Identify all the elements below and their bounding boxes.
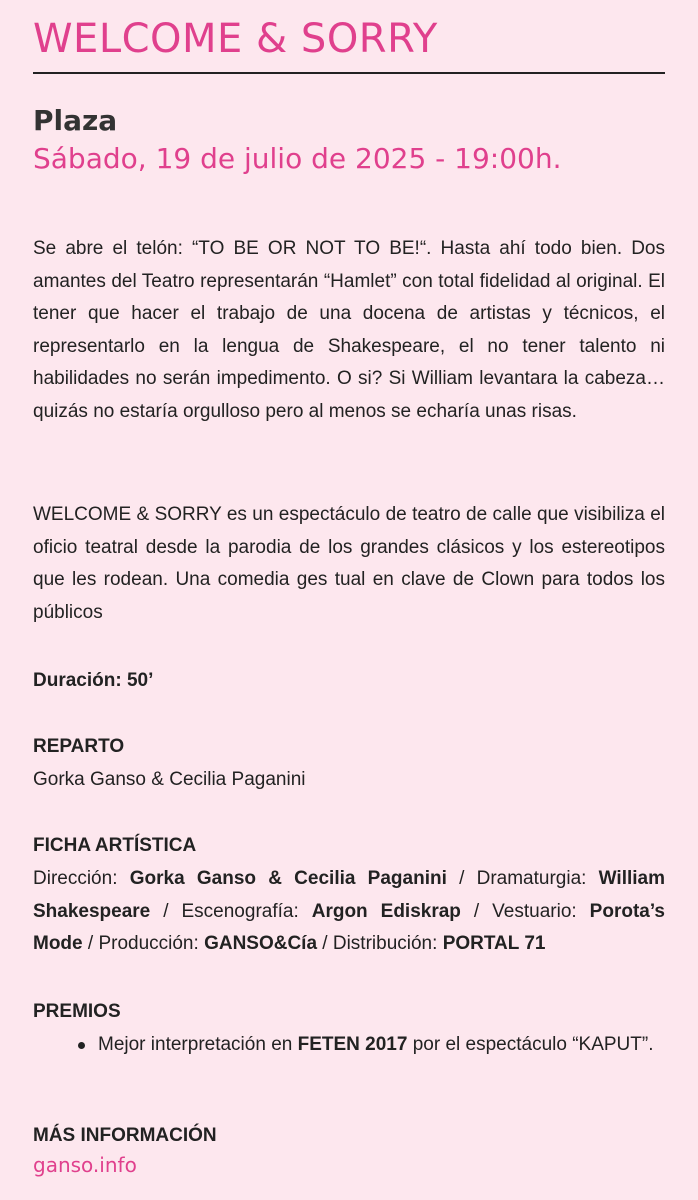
produccion-label: / Producción: (82, 933, 205, 954)
vestuario-value: Porota’s Mode (33, 900, 665, 954)
mas-info-heading: MÁS INFORMACIÓN (33, 1125, 217, 1146)
premio-suffix: por el espectáculo “KAPUT”. (407, 1034, 654, 1055)
page-title: WELCOME & SORRY (33, 16, 438, 62)
premio-award: FETEN 2017 (297, 1034, 408, 1055)
dramaturgia-value: William Shakespeare (33, 868, 665, 922)
escenografia-label: / Escenografía: (150, 900, 312, 922)
list-item (33, 1029, 665, 1062)
bullet-icon (78, 1042, 85, 1049)
duration-text: Duración: 50’ (33, 670, 154, 691)
direccion-value: Gorka Ganso & Cecilia Paganini (129, 868, 447, 889)
distribucion-value: PORTAL 71 (442, 933, 546, 954)
premio-prefix: Mejor interpretación en (98, 1034, 298, 1055)
premios-heading: PREMIOS (33, 1001, 121, 1022)
escenografia-value: Argon Ediskrap (311, 900, 461, 922)
event-date: Sábado, 19 de julio de 2025 - 19:00h. (33, 142, 562, 175)
reparto-value: Gorka Ganso & Cecilia Paganini (33, 769, 306, 790)
title-divider (33, 72, 665, 74)
description-paragraph-2: WELCOME & SORRY es un espectáculo de teatro de calle que visibiliza el oficio teatral desde la parodia de los grandes clásicos y los estereotipos que les rodean. Una comedia ges tual en clave de Clown para todos los públicos (33, 504, 665, 623)
description-paragraph-1: Se abre el telón: “TO BE OR NOT TO BE!“. Hasta ahí todo bien. Dos amantes del Teatro representarán “Hamlet” con total fidelidad al original. El tener que hacer el trabajo de una docena de artistas y técnicos, el representarlo en la lengua de Shakespeare, el no tener talento ni habilidades no serán impedimento. O si? Si William levantara la cabeza… quizás no estaría orgulloso pero al menos se echaría unas risas. (33, 238, 665, 422)
dramaturgia-label: / Dramaturgia: (446, 868, 599, 889)
reparto-heading: REPARTO (33, 736, 125, 757)
more-info-link[interactable]: ganso.info (33, 1153, 137, 1177)
distribucion-label: / Distribución: (317, 933, 443, 954)
vestuario-label: / Vestuario: (460, 900, 590, 922)
produccion-value: GANSO&Cía (204, 933, 318, 954)
venue-heading: Plaza (33, 104, 118, 137)
direccion-label: Dirección: (33, 868, 130, 889)
premios-list (33, 1029, 665, 1062)
ficha-heading: FICHA ARTÍSTICA (33, 835, 197, 856)
ficha-details (33, 863, 665, 961)
